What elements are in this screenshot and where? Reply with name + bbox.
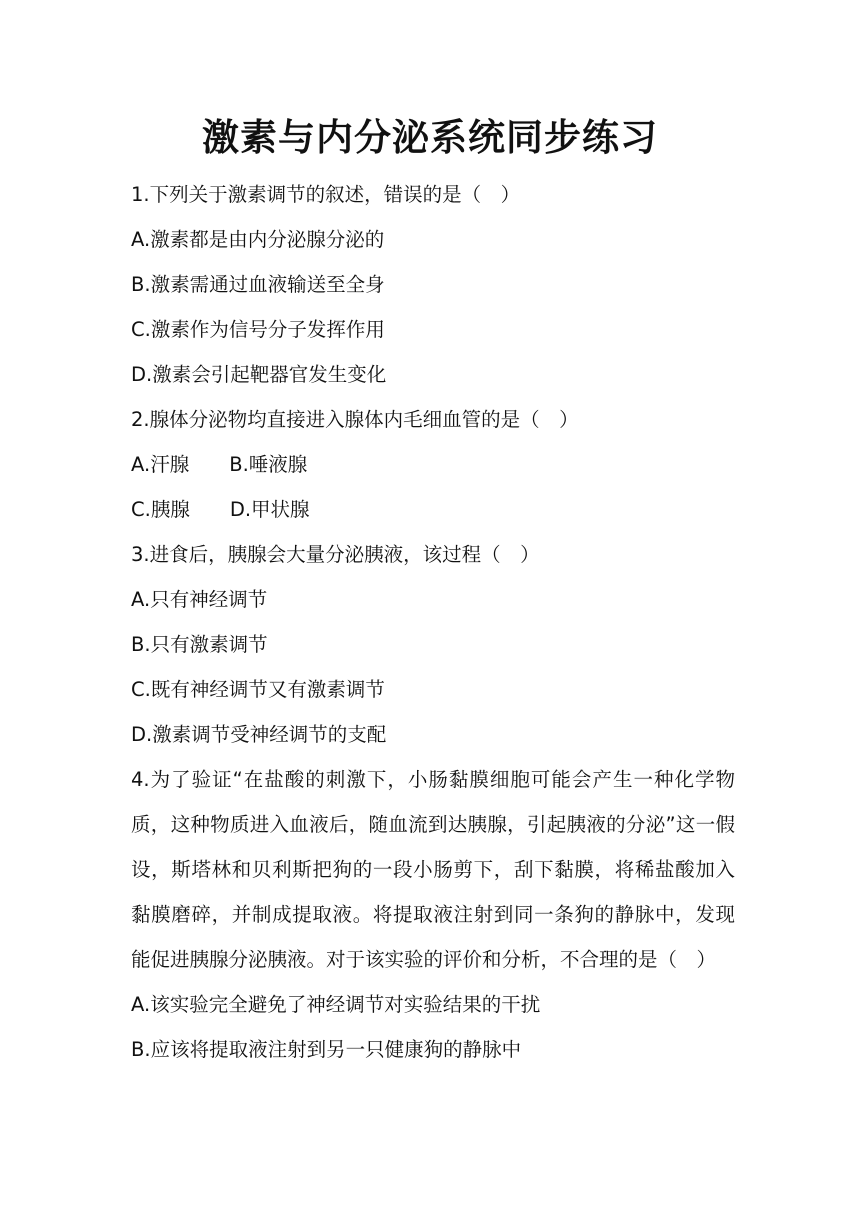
question-2-option-d: D.甲状腺 xyxy=(229,498,310,521)
question-2-option-row-1 xyxy=(131,442,735,487)
question-3-option-a: A.只有神经调节 xyxy=(131,588,268,611)
question-2-stem: 2.腺体分泌物均直接进入腺体内毛细血管的是（ ） xyxy=(131,408,579,431)
question-2-option-a: A.汗腺 xyxy=(131,453,190,476)
question-3-stem: 3.进食后，胰腺会大量分泌胰液，该过程（ ） xyxy=(131,543,540,566)
question-3-option-c: C.既有神经调节又有激素调节 xyxy=(131,678,385,701)
question-4-option-a: A.该实验完全避免了神经调节对实验结果的干扰 xyxy=(131,993,541,1016)
question-1-option-c: C.激素作为信号分子发挥作用 xyxy=(131,318,385,341)
question-2-option-b: B.唾液腺 xyxy=(229,453,308,476)
question-1-stem: 1.下列关于激素调节的叙述，错误的是（ ） xyxy=(131,183,521,206)
question-3-option-d: D.激素调节受神经调节的支配 xyxy=(131,723,387,746)
question-4-stem: 4.为了验证“在盐酸的刺激下，小肠黏膜细胞可能会产生一种化学物质，这种物质进入血液后，随血流到达胰腺，引起胰液的分泌”这一假设，斯塔林和贝利斯把狗的一段小肠剪下，刮下黏膜，将稀盐酸加入黏膜磨碎，并制成提取液。将提取液注射到同一条狗的静脉中，发现能促进胰腺分泌胰液。对于该实验的评价和分析，不合理的是（ ） xyxy=(131,768,735,971)
question-2-option-row-2 xyxy=(131,487,735,532)
question-2-option-c: C.胰腺 xyxy=(131,498,190,521)
question-1-option-b: B.激素需通过血液输送至全身 xyxy=(131,273,385,296)
question-3-option-b: B.只有激素调节 xyxy=(131,633,268,656)
question-list xyxy=(131,172,735,1072)
document-title: 激素与内分泌系统同步练习 xyxy=(202,116,658,159)
question-4-option-b: B.应该将提取液注射到另一只健康狗的静脉中 xyxy=(131,1038,522,1061)
question-1-option-d: D.激素会引起靶器官发生变化 xyxy=(131,363,387,386)
question-1-option-a: A.激素都是由内分泌腺分泌的 xyxy=(131,228,385,251)
